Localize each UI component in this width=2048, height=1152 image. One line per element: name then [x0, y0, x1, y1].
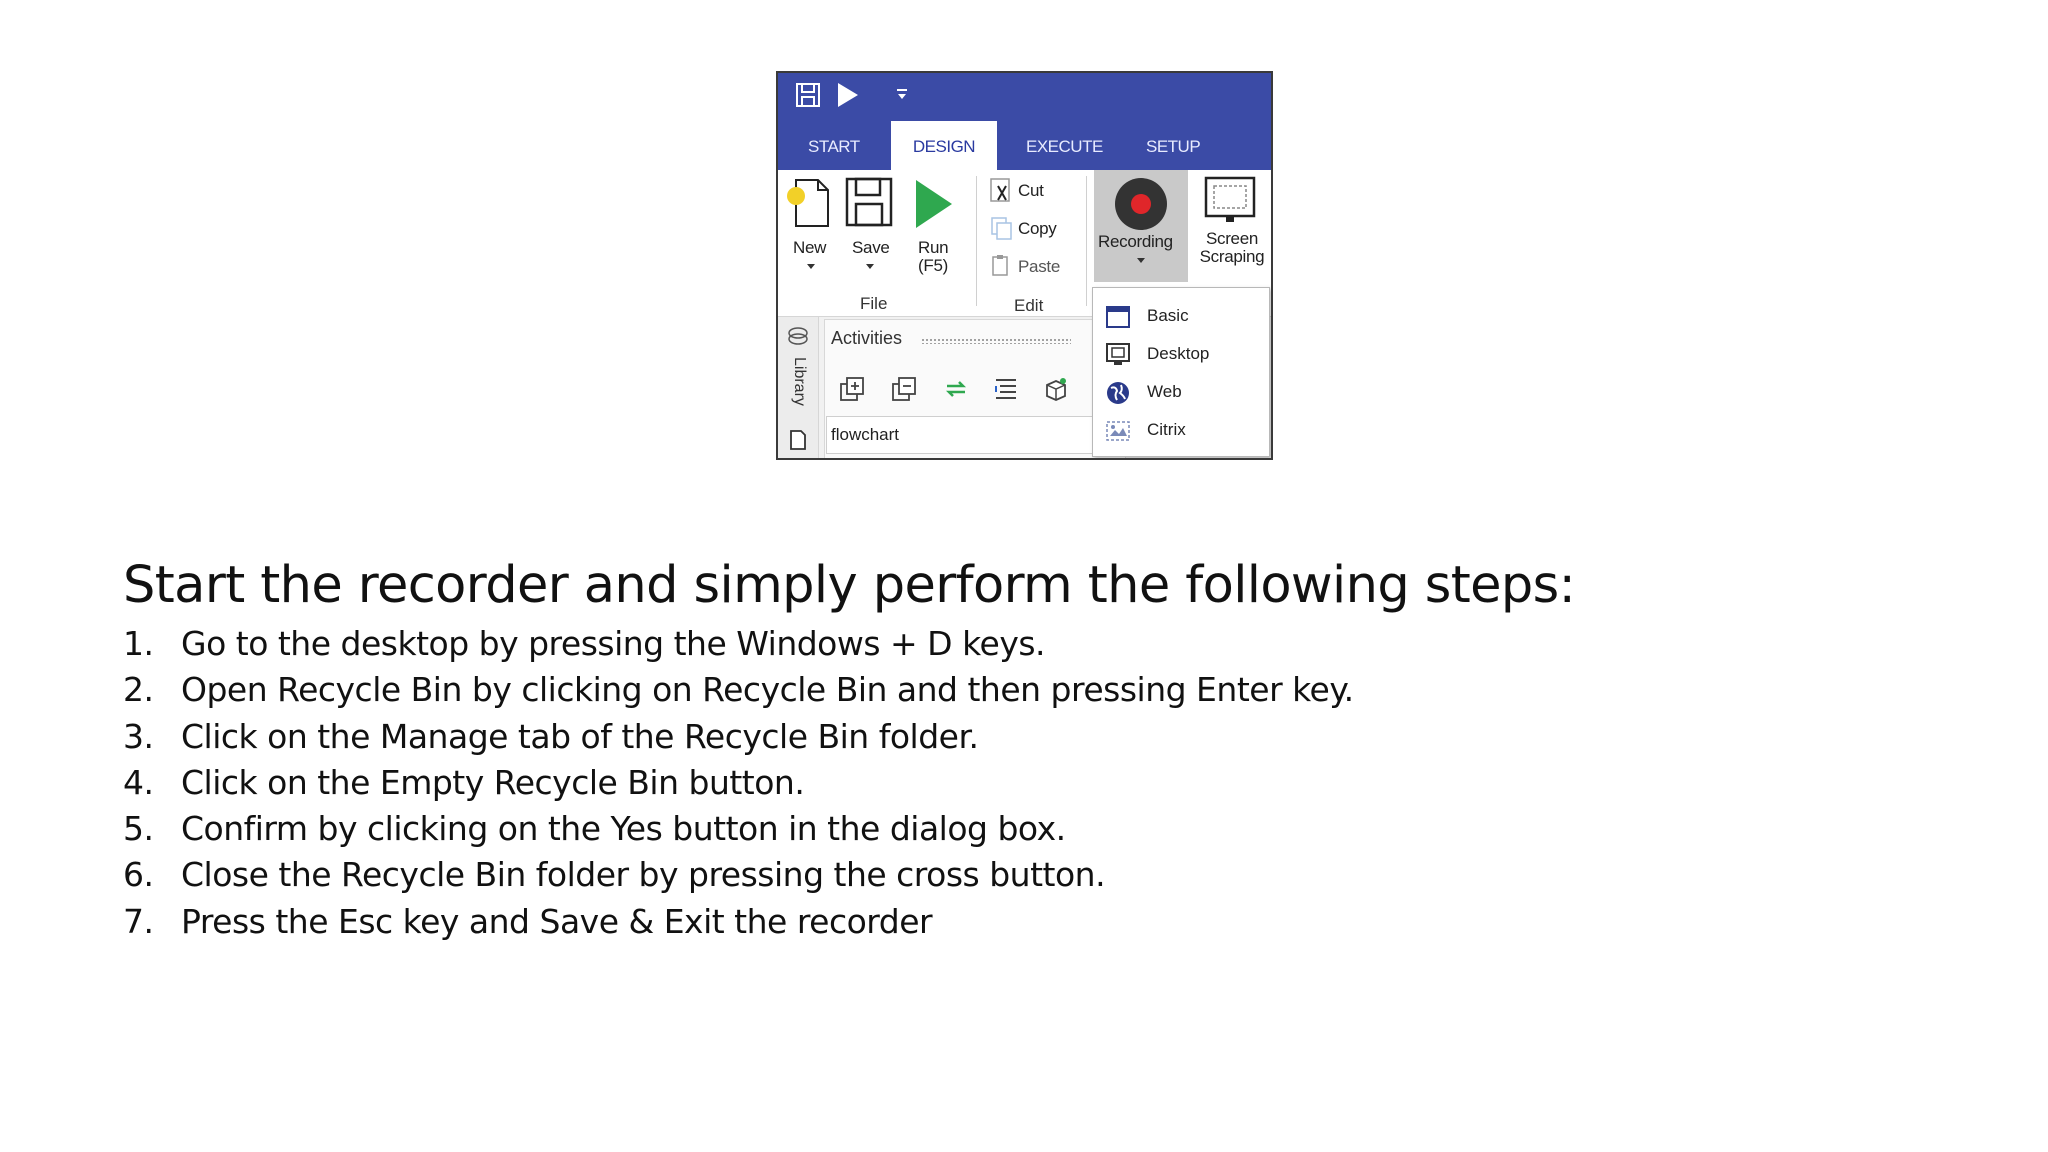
title-bar — [778, 73, 1271, 121]
edit-group-label: Edit — [1014, 296, 1044, 315]
activities-title: Activities — [831, 328, 903, 348]
save-button[interactable] — [844, 176, 896, 272]
menu-item-label: Web — [1147, 382, 1182, 401]
step-number: 7. — [123, 901, 154, 941]
record-icon — [1113, 176, 1169, 232]
library-label: Library — [791, 357, 808, 406]
step-number: 6. — [123, 855, 154, 895]
step-text: Press the Esc key and Save & Exit the recorder — [181, 901, 933, 941]
save-icon[interactable] — [794, 81, 822, 114]
screen-scraping-icon — [1202, 174, 1258, 230]
step-text: Click on the Empty Recycle Bin button. — [181, 762, 805, 802]
menu-item-desktop[interactable] — [1093, 336, 1269, 374]
new-label: New — [793, 238, 827, 257]
cut-icon — [990, 178, 1014, 204]
recording-dropdown-menu — [1092, 287, 1270, 457]
collapse-all-icon[interactable] — [891, 376, 917, 402]
activities-panel — [824, 319, 1126, 460]
step-text: Close the Recycle Bin folder by pressing the cross button. — [181, 855, 1106, 895]
new-file-icon — [784, 176, 834, 230]
tab-setup[interactable]: SETUP — [1146, 137, 1201, 156]
run-button[interactable] — [908, 176, 958, 282]
paste-button[interactable] — [988, 252, 1068, 280]
ribbon-screenshot — [776, 71, 1273, 460]
tab-design[interactable]: DESIGN — [891, 121, 997, 170]
file-group-label: File — [860, 294, 888, 313]
paste-icon — [990, 254, 1014, 280]
tab-execute[interactable]: EXECUTE — [1026, 137, 1103, 156]
library-icon — [786, 325, 810, 349]
save-icon — [844, 176, 894, 230]
play-icon[interactable] — [834, 81, 860, 114]
save-label: Save — [852, 238, 890, 257]
cut-button[interactable] — [988, 176, 1068, 204]
panel-grip[interactable] — [921, 338, 1071, 344]
recording-label: Recording — [1098, 232, 1173, 251]
copy-button[interactable] — [988, 214, 1068, 242]
step-number: 2. — [123, 670, 154, 710]
citrix-icon — [1105, 418, 1131, 444]
copy-label: Copy — [1018, 219, 1057, 238]
package-icon[interactable] — [1043, 376, 1069, 402]
window-icon — [1105, 304, 1131, 330]
new-button[interactable] — [784, 176, 834, 272]
run-label: Run — [918, 238, 949, 257]
recording-button[interactable] — [1094, 170, 1188, 282]
search-value: flowchart — [831, 425, 900, 444]
screen-scraping-button[interactable] — [1190, 170, 1272, 282]
customize-quick-access-icon[interactable] — [896, 87, 908, 106]
library-sidebar[interactable] — [778, 317, 819, 460]
menu-item-web[interactable] — [1093, 374, 1269, 412]
refresh-icon[interactable] — [943, 376, 969, 402]
save-dropdown-caret — [866, 264, 874, 269]
paste-label: Paste — [1018, 257, 1060, 276]
ribbon-tabs — [778, 121, 1271, 170]
step-text: Confirm by clicking on the Yes button in the dialog box. — [181, 809, 1066, 849]
menu-item-citrix[interactable] — [1093, 412, 1269, 450]
step-number: 1. — [123, 624, 154, 663]
menu-item-label: Citrix — [1147, 420, 1186, 439]
screen-scraping-label: Screen Scraping — [1199, 229, 1265, 266]
tab-start[interactable]: START — [808, 137, 860, 156]
globe-icon — [1105, 380, 1131, 406]
step-text: Open Recycle Bin by clicking on Recycle Bin and then pressing Enter key. — [181, 670, 1354, 710]
activities-search-input[interactable] — [826, 416, 1098, 454]
expand-all-icon[interactable] — [839, 376, 865, 402]
instructions-heading: Start the recorder and simply perform the following steps: — [123, 556, 1576, 615]
menu-item-basic[interactable] — [1093, 298, 1269, 336]
filter-list-icon[interactable] — [993, 376, 1019, 402]
step-text: Go to the desktop by pressing the Windows + D keys. — [181, 624, 1046, 663]
step-number: 3. — [123, 716, 154, 756]
menu-item-label: Basic — [1147, 306, 1189, 325]
step-text: Click on the Manage tab of the Recycle Bin folder. — [181, 716, 979, 756]
menu-item-label: Desktop — [1147, 344, 1210, 363]
step-number: 5. — [123, 809, 154, 849]
group-separator — [976, 176, 977, 306]
run-icon — [908, 176, 956, 232]
page-icon — [788, 429, 808, 451]
run-shortcut: (F5) — [918, 256, 948, 275]
new-dropdown-caret — [807, 264, 815, 269]
recording-dropdown-caret — [1137, 258, 1145, 263]
desktop-icon — [1105, 342, 1131, 368]
group-separator — [1086, 176, 1087, 306]
cut-label: Cut — [1018, 181, 1044, 200]
step-number: 4. — [123, 762, 154, 802]
copy-icon — [990, 216, 1014, 242]
